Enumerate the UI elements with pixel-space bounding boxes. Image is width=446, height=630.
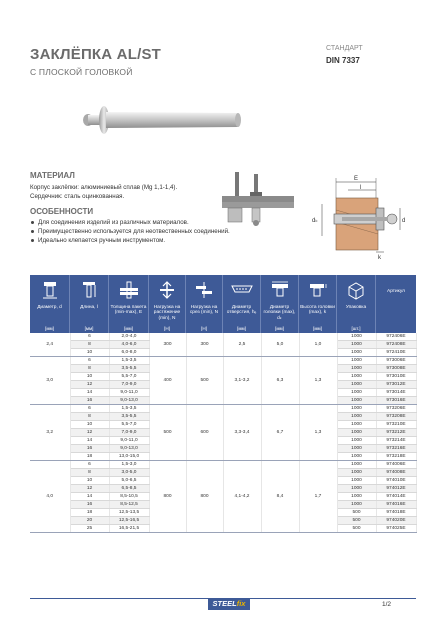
- header-col-article: Артикул: [387, 289, 405, 294]
- table-cell: 974010E: [376, 477, 416, 485]
- table-cell: 973214E: [376, 437, 416, 445]
- table-cell: 972410E: [376, 349, 416, 357]
- label-k: k: [378, 255, 381, 260]
- table-cell: 3,2: [30, 405, 70, 461]
- table-cell: 8: [70, 365, 109, 373]
- table-cell: 1000: [337, 365, 376, 373]
- table-cell: 3,3-3,4: [223, 405, 261, 461]
- table-cell: 1,5-3,5: [109, 405, 149, 413]
- table-cell: 3,5-5,5: [109, 413, 149, 421]
- table-cell: 1000: [337, 477, 376, 485]
- table-cell: 1000: [337, 333, 376, 341]
- table-cell: 972408E: [376, 341, 416, 349]
- header-col-hole: Диаметр отверстия, hₑ [мм]: [223, 275, 261, 333]
- header-col-head-diameter: Диаметр головки (max), dₖ [мм]: [261, 275, 299, 333]
- table-cell: 1000: [337, 461, 376, 469]
- table-cell: 12: [70, 381, 109, 389]
- table-cell: 1,5-3,5: [109, 357, 149, 365]
- table-cell: 13,0-15,0: [109, 453, 149, 461]
- table-cell: 973206E: [376, 405, 416, 413]
- table-cell: 1000: [337, 469, 376, 477]
- header-col-diameter: Диаметр, d [мм]: [30, 275, 70, 333]
- table-cell: 9,0-11,0: [109, 389, 149, 397]
- label-dk: dₖ: [312, 218, 318, 224]
- header-col-head-height: Высота головки (max), k [мм]: [299, 275, 337, 333]
- table-cell: 1000: [337, 357, 376, 365]
- table-cell: 5,5-7,0: [109, 421, 149, 429]
- table-cell: 10: [70, 373, 109, 381]
- header-col-tension: Нагрузка на растяжение (min), N [Н]: [149, 275, 186, 333]
- table-cell: 1000: [337, 389, 376, 397]
- table-cell: 16,5-21,5: [109, 525, 149, 533]
- page-title: ЗАКЛЁПКА AL/ST: [30, 46, 162, 63]
- table-cell: 8,5-12,5: [109, 501, 149, 509]
- brand-logo: STEELfix: [208, 598, 250, 610]
- table-cell: 973008E: [376, 365, 416, 373]
- table-row: [30, 333, 416, 341]
- table-cell: 5,0: [261, 333, 299, 357]
- table-cell: 974020E: [376, 517, 416, 525]
- table-cell: 18: [70, 509, 109, 517]
- table-cell: 500: [149, 405, 186, 461]
- table-cell: 6: [70, 333, 109, 341]
- table-cell: 973016E: [376, 397, 416, 405]
- table-cell: 974014E: [376, 493, 416, 501]
- table-cell: 500: [337, 525, 376, 533]
- table-cell: 1000: [337, 493, 376, 501]
- table-cell: 1000: [337, 349, 376, 357]
- drill-hole-icon: [230, 280, 254, 300]
- table-cell: 8: [70, 469, 109, 477]
- box-icon: [346, 280, 366, 300]
- table-cell: 10: [70, 477, 109, 485]
- table-cell: 9,0-13,0: [109, 397, 149, 405]
- table-cell: 7,0-9,0: [109, 381, 149, 389]
- header-col-shear: Нагрузка на срез (min), N [Н]: [186, 275, 223, 333]
- table-cell: 973212E: [376, 429, 416, 437]
- table-cell: 973010E: [376, 373, 416, 381]
- table-cell: 300: [186, 333, 223, 357]
- table-cell: 1000: [337, 485, 376, 493]
- header-col-length: Длина, l [мм]: [70, 275, 109, 333]
- table-cell: 20: [70, 517, 109, 525]
- standard-label: СТАНДАРТ: [326, 45, 363, 52]
- table-cell: 3,1-3,2: [223, 357, 261, 405]
- head-height-icon: [307, 280, 329, 300]
- table-cell: 3,0-5,0: [109, 469, 149, 477]
- table-cell: 6,7: [261, 405, 299, 461]
- rivet-joint-diagram: [218, 168, 298, 248]
- table-header: [30, 275, 416, 333]
- table-cell: 973006E: [376, 357, 416, 365]
- table-cell: 16: [70, 397, 109, 405]
- table-cell: 5,5-7,0: [109, 373, 149, 381]
- table-cell: 800: [186, 461, 223, 533]
- table-cell: 500: [337, 509, 376, 517]
- table-cell: 974025E: [376, 525, 416, 533]
- table-cell: 10: [70, 421, 109, 429]
- table-cell: 7,0-9,0: [109, 429, 149, 437]
- table-cell: 9,0-11,0: [109, 437, 149, 445]
- table-cell: 8,5-10,5: [109, 493, 149, 501]
- spec-table: [30, 333, 417, 533]
- label-d: d: [402, 218, 406, 224]
- list-item: Идеально клепается ручным инструментом.: [30, 236, 230, 245]
- table-cell: 973014E: [376, 389, 416, 397]
- table-cell: 800: [149, 461, 186, 533]
- table-cell: 1000: [337, 413, 376, 421]
- table-cell: 6,5-8,5: [109, 485, 149, 493]
- table-cell: 8: [70, 341, 109, 349]
- list-item: Для соединения изделий из различных материалов.: [30, 218, 230, 227]
- table-row: [30, 357, 416, 365]
- features-list: [30, 218, 230, 245]
- table-cell: 974016E: [376, 501, 416, 509]
- page-subtitle: С ПЛОСКОЙ ГОЛОВКОЙ: [30, 67, 133, 77]
- table-cell: 1000: [337, 405, 376, 413]
- grip-range-icon: [118, 280, 140, 300]
- table-cell: 8,4: [261, 461, 299, 533]
- table-cell: 2,4: [30, 333, 70, 357]
- shear-icon: [194, 280, 214, 300]
- table-cell: 1000: [337, 381, 376, 389]
- table-cell: 5,0-6,5: [109, 477, 149, 485]
- table-cell: 1000: [337, 429, 376, 437]
- table-cell: 1000: [337, 397, 376, 405]
- table-cell: 974008E: [376, 469, 416, 477]
- table-cell: 400: [149, 357, 186, 405]
- table-cell: 14: [70, 493, 109, 501]
- table-cell: 1000: [337, 341, 376, 349]
- table-cell: 4,0-6,0: [109, 341, 149, 349]
- table-cell: 973216E: [376, 445, 416, 453]
- table-cell: 974018E: [376, 509, 416, 517]
- label-e: E: [354, 176, 359, 182]
- table-cell: 14: [70, 389, 109, 397]
- table-cell: 3,0: [30, 357, 70, 405]
- table-cell: 1000: [337, 453, 376, 461]
- table-cell: 973218E: [376, 453, 416, 461]
- table-cell: 1,3: [299, 405, 337, 461]
- table-cell: 1000: [337, 445, 376, 453]
- table-cell: 1000: [337, 437, 376, 445]
- table-cell: 300: [149, 333, 186, 357]
- header-col-grip: Толщина пакета (min-max), E [мм]: [109, 275, 149, 333]
- table-cell: 1,0: [299, 333, 337, 357]
- table-cell: 10: [70, 349, 109, 357]
- table-cell: 974012E: [376, 485, 416, 493]
- header-col-package: Упаковка [шт.]: [337, 275, 376, 333]
- tension-icon: [157, 280, 177, 300]
- dimension-diagram: [302, 170, 412, 260]
- material-line-core: Сердечник: сталь оцинкованная.: [30, 193, 125, 200]
- rivet-length-icon: [79, 280, 99, 300]
- table-cell: 3,5-5,5: [109, 365, 149, 373]
- table-cell: 973210E: [376, 421, 416, 429]
- table-cell: 1000: [337, 501, 376, 509]
- table-cell: 12: [70, 429, 109, 437]
- page-number: 1/2: [382, 601, 392, 608]
- table-cell: 8: [70, 413, 109, 421]
- standard-value: DIN 7337: [326, 56, 360, 65]
- table-cell: 16: [70, 445, 109, 453]
- table-cell: 6: [70, 357, 109, 365]
- table-cell: 12: [70, 485, 109, 493]
- rivet-photo: [78, 100, 248, 140]
- material-heading: МАТЕРИАЛ: [30, 171, 75, 180]
- features-heading: ОСОБЕННОСТИ: [30, 207, 94, 216]
- table-cell: 6,3: [261, 357, 299, 405]
- table-cell: 1,3: [299, 357, 337, 405]
- table-cell: 16: [70, 501, 109, 509]
- table-cell: 2,5: [223, 333, 261, 357]
- table-cell: 18: [70, 453, 109, 461]
- table-cell: 6: [70, 461, 109, 469]
- table-cell: 1,7: [299, 461, 337, 533]
- table-cell: 9,0-13,0: [109, 445, 149, 453]
- list-item: Преимущественно используется для неотвественных соединений.: [30, 227, 230, 236]
- table-cell: 1000: [337, 421, 376, 429]
- table-cell: 14: [70, 437, 109, 445]
- label-l: l: [360, 185, 362, 191]
- table-row: [30, 405, 416, 413]
- table-cell: 973012E: [376, 381, 416, 389]
- table-cell: 1000: [337, 373, 376, 381]
- table-cell: 4,1-4,2: [223, 461, 261, 533]
- table-cell: 4,0: [30, 461, 70, 533]
- table-cell: 2,0-4,0: [109, 333, 149, 341]
- head-diameter-icon: [269, 280, 291, 300]
- table-cell: 973208E: [376, 413, 416, 421]
- table-cell: 600: [186, 405, 223, 461]
- table-cell: 12,5-13,5: [109, 509, 149, 517]
- table-cell: 25: [70, 525, 109, 533]
- table-row: [30, 461, 416, 469]
- table-cell: 500: [186, 357, 223, 405]
- table-cell: 6,0-8,0: [109, 349, 149, 357]
- table-cell: 974006E: [376, 461, 416, 469]
- table-cell: 12,5-16,5: [109, 517, 149, 525]
- table-cell: 972406E: [376, 333, 416, 341]
- table-cell: 1,5-3,0: [109, 461, 149, 469]
- table-cell: 500: [337, 517, 376, 525]
- table-cell: 6: [70, 405, 109, 413]
- rivet-diameter-icon: [40, 280, 60, 300]
- material-line-body: Корпус заклёпки: алюминиевый сплав (Mg 1,1-1,4).: [30, 184, 178, 191]
